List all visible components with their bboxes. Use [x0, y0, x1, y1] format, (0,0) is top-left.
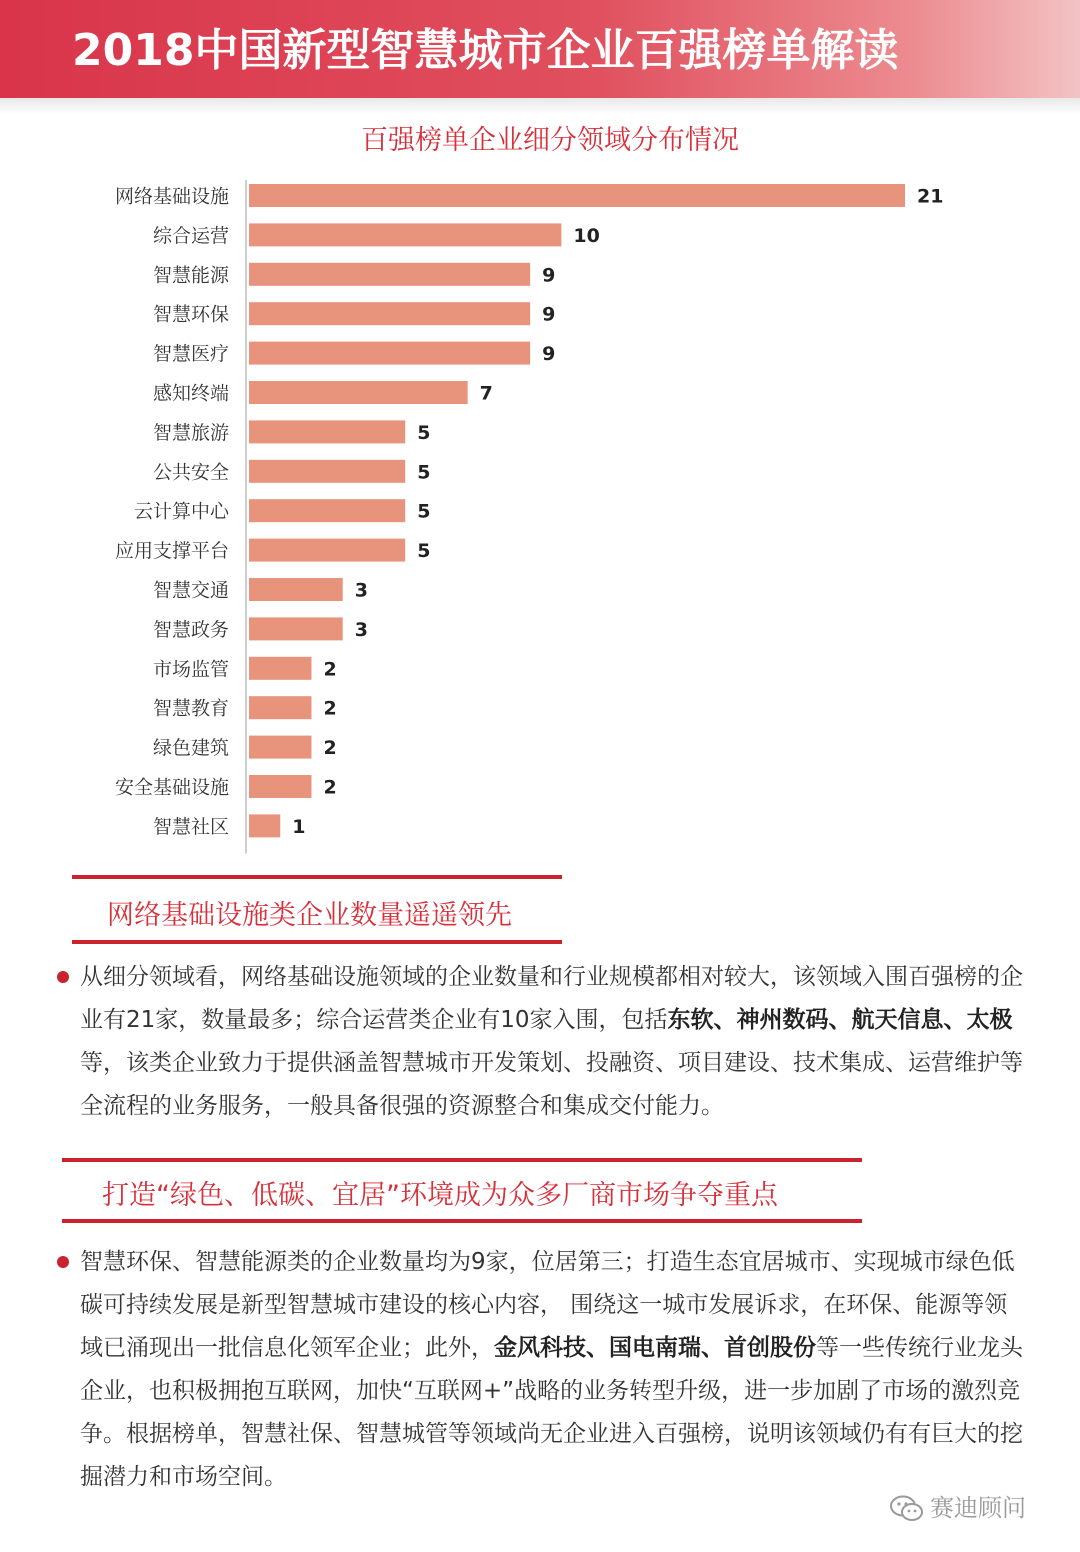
bar — [249, 499, 405, 522]
value-label: 7 — [479, 382, 493, 405]
section2-paragraph — [80, 1241, 1030, 1499]
section2-title: 打造“绿色、低碳、宜居”环境成为众多厂商市场争夺重点 — [102, 1180, 778, 1211]
value-label: 9 — [542, 303, 556, 326]
section1-paragraph — [80, 956, 1030, 1128]
bar — [249, 420, 405, 443]
value-label: 3 — [354, 618, 368, 641]
value-label: 5 — [417, 540, 431, 563]
section1-text-a: 从细分领域看，网络基础设施领域的企业数量和行业规模都相对较大，该领域入围百强榜的企业有21家，数量最多；综合运营类企业有10家入围，包括 — [80, 964, 1023, 1033]
bar — [249, 460, 405, 483]
watermark-text: 赛迪顾问 — [930, 1494, 1026, 1522]
category-label: 市场监管 — [152, 658, 229, 681]
category-label: 智慧旅游 — [152, 421, 229, 444]
header-banner — [0, 0, 1080, 98]
section2-text-b: 等一些传统行业龙头企业，也积极拥抱互联网，加快“互联网+”战略的业务转型升级，进一步加剧了市场的激烈竞争。根据榜单，智慧社保、智慧城管等领域尚无企业进入百强榜，说明该领域仍有有巨大的挖掘潜力和市场空间。 — [80, 1335, 1023, 1490]
category-label: 应用支撑平台 — [114, 540, 229, 563]
category-label: 感知终端 — [152, 382, 229, 405]
value-label: 2 — [323, 658, 337, 681]
category-label: 绿色建筑 — [152, 737, 229, 760]
section2-bottom-rule — [62, 1219, 862, 1223]
category-label: 网络基础设施 — [114, 185, 229, 208]
wechat-icon — [890, 1495, 924, 1523]
value-label: 2 — [323, 776, 337, 799]
bullet-dot — [57, 971, 69, 983]
section2-text-a: 智慧环保、智慧能源类的企业数量均为9家，位居第三；打造生态宜居城市、实现城市绿色低碳可持续发展是新型智慧城市建设的核心内容， 围绕这一城市发展诉求，在环保、能源等领域已涌现出一批信息化领军企业；此外， — [80, 1249, 1015, 1361]
value-label: 9 — [542, 264, 556, 287]
category-label: 智慧社区 — [152, 815, 229, 838]
section2-top-rule — [62, 1158, 862, 1162]
value-label: 9 — [542, 343, 556, 366]
category-label: 综合运营 — [152, 224, 229, 247]
section1-bottom-rule — [72, 940, 562, 944]
bar — [249, 775, 311, 798]
category-label: 智慧医疗 — [152, 343, 229, 366]
bar — [249, 696, 311, 719]
bar-chart — [0, 180, 1080, 860]
bar — [249, 381, 468, 404]
bar — [249, 223, 561, 246]
value-label: 5 — [417, 461, 431, 484]
value-label: 1 — [292, 815, 306, 838]
value-label: 5 — [417, 500, 431, 523]
category-label: 智慧政务 — [152, 618, 229, 641]
value-label: 2 — [323, 697, 337, 720]
category-label: 智慧环保 — [152, 303, 229, 326]
category-label: 公共安全 — [152, 461, 229, 484]
bar — [249, 814, 280, 837]
value-label: 3 — [354, 579, 368, 602]
section2-bold-companies: 金风科技、国电南瑞、首创股份 — [494, 1335, 816, 1361]
category-label: 智慧教育 — [152, 697, 229, 720]
bullet-dot — [57, 1256, 69, 1268]
bar — [249, 657, 311, 680]
section1-title: 网络基础设施类企业数量遥遥领先 — [107, 900, 512, 931]
category-label: 智慧交通 — [152, 579, 229, 602]
banner-shadow — [0, 98, 1080, 114]
category-label: 云计算中心 — [133, 500, 229, 523]
value-label: 2 — [323, 737, 337, 760]
section1-text-b: 等，该类企业致力于提供涵盖智慧城市开发策划、投融资、项目建设、技术集成、运营维护等全流程的业务服务，一般具备很强的资源整合和集成交付能力。 — [80, 1050, 1023, 1119]
bar — [249, 539, 405, 562]
category-label: 智慧能源 — [152, 264, 229, 287]
bar — [249, 302, 530, 325]
chart-title: 百强榜单企业细分领域分布情况 — [361, 125, 739, 156]
bar — [249, 736, 311, 759]
value-label: 21 — [917, 185, 944, 208]
page-title: 2018中国新型智慧城市企业百强榜单解读 — [72, 25, 899, 76]
watermark — [890, 1488, 1026, 1523]
section1-top-rule — [72, 875, 562, 879]
section1-bold-companies: 东软、神州数码、航天信息、太极 — [667, 1007, 1013, 1033]
value-label: 5 — [417, 421, 431, 444]
bar — [249, 184, 905, 207]
bar — [249, 263, 530, 286]
category-label: 安全基础设施 — [114, 776, 229, 799]
value-label: 10 — [573, 224, 600, 247]
bar — [249, 342, 530, 365]
bar — [249, 617, 343, 640]
bar — [249, 578, 343, 601]
